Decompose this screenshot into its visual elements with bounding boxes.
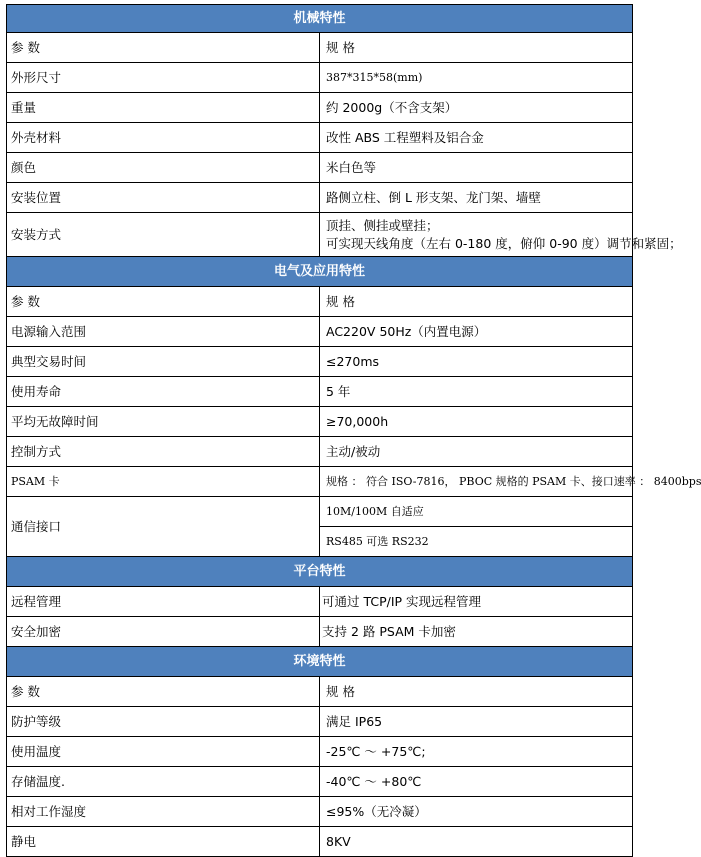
- spec-value: [320, 213, 682, 257]
- param-label: 相对工作湿度: [7, 797, 320, 827]
- table-row: [7, 467, 633, 497]
- table-row: [7, 123, 633, 153]
- param-label: 安装方式: [7, 213, 320, 257]
- section-row: [7, 647, 633, 677]
- section-title-mechanical: 机械特性: [7, 5, 633, 33]
- spec-value: -25℃ ～ +75℃;: [320, 737, 633, 767]
- param-header: 参 数: [7, 33, 320, 63]
- spec-value: ≤270ms: [320, 347, 633, 377]
- table-row: [7, 347, 633, 377]
- table-row: [7, 317, 633, 347]
- spec-value: AC220V 50Hz（内置电源）: [320, 317, 633, 347]
- spec-value: 米白色等: [320, 153, 633, 183]
- spec-value: 路侧立柱、倒 L 形支架、龙门架、墙壁: [320, 183, 633, 213]
- spec-value-text: 10M/100M 自适应: [326, 505, 424, 518]
- spec-value: 8KV: [320, 827, 633, 857]
- table-row: [7, 827, 633, 857]
- spec-value: 可通过 TCP/IP 实现远程管理: [320, 587, 633, 617]
- spec-value: [320, 467, 701, 497]
- section-title-environment: 环境特性: [7, 647, 633, 677]
- param-label: 存储温度.: [7, 767, 320, 797]
- spec-value: 满足 IP65: [320, 707, 633, 737]
- table-row: [7, 153, 633, 183]
- spec-value: 支持 2 路 PSAM 卡加密: [320, 617, 633, 647]
- param-label: 典型交易时间: [7, 347, 320, 377]
- spec-value-text: 规格 ： 符合 ISO-7816， PBOC 规格的 PSAM 卡、接口速率 ： 8400bps: [326, 475, 701, 488]
- spec-line: 顶挂、侧挂或壁挂；: [326, 217, 439, 233]
- table-row: [7, 797, 633, 827]
- param-label: 外形尺寸: [7, 63, 320, 93]
- param-label: 静电: [7, 827, 320, 857]
- param-label: 安全加密: [7, 617, 320, 647]
- spec-value-text: RS485 可选 RS232: [326, 535, 429, 548]
- spec-value: 5 年: [320, 377, 633, 407]
- spec-value: [320, 497, 633, 527]
- table-row: [7, 617, 633, 647]
- param-label: 外壳材料: [7, 123, 320, 153]
- param-label: 使用温度: [7, 737, 320, 767]
- param-header: 参 数: [7, 677, 320, 707]
- spec-value: [320, 63, 633, 93]
- param-label: 安装位置: [7, 183, 320, 213]
- param-label-text: PSAM 卡: [11, 475, 60, 488]
- table-row: [7, 213, 633, 257]
- table-row: [7, 377, 633, 407]
- table-row: [7, 497, 633, 527]
- section-row: [7, 257, 633, 287]
- spec-value: ≥70,000h: [320, 407, 633, 437]
- param-label: 重量: [7, 93, 320, 123]
- spec-header: 规 格: [320, 677, 633, 707]
- header-row: [7, 33, 633, 63]
- spec-value: -40℃ ～ +80℃: [320, 767, 633, 797]
- table-row: [7, 767, 633, 797]
- section-title-platform: 平台特性: [7, 557, 633, 587]
- table-row: [7, 93, 633, 123]
- param-label: 防护等级: [7, 707, 320, 737]
- spec-header: 规 格: [320, 287, 633, 317]
- section-row: [7, 5, 633, 33]
- table-row: [7, 587, 633, 617]
- table-row: [7, 707, 633, 737]
- spec-value: ≤95%（无冷凝）: [320, 797, 633, 827]
- spec-value: 改性 ABS 工程塑料及铝合金: [320, 123, 633, 153]
- spec-table: [6, 4, 701, 857]
- table-row: [7, 437, 633, 467]
- section-title-electrical: 电气及应用特性: [7, 257, 633, 287]
- header-row: [7, 287, 633, 317]
- table-row: [7, 63, 633, 93]
- table-row: [7, 407, 633, 437]
- param-label: 平均无故障时间: [7, 407, 320, 437]
- param-label: 远程管理: [7, 587, 320, 617]
- param-label: 控制方式: [7, 437, 320, 467]
- param-header: 参 数: [7, 287, 320, 317]
- section-row: [7, 557, 633, 587]
- param-label: 颜色: [7, 153, 320, 183]
- spec-header: 规 格: [320, 33, 633, 63]
- spec-value-text: 387*315*58(mm): [326, 71, 423, 84]
- table-row: [7, 737, 633, 767]
- spec-line: 可实现天线角度（左右 0-180 度，俯仰 0-90 度）调节和紧固；: [326, 235, 682, 251]
- param-label: 使用寿命: [7, 377, 320, 407]
- spec-value: 约 2000g（不含支架）: [320, 93, 633, 123]
- spec-value: [320, 527, 633, 557]
- header-row: [7, 677, 633, 707]
- param-label: 电源输入范围: [7, 317, 320, 347]
- param-label: [7, 467, 320, 497]
- spec-value: 主动/被动: [320, 437, 633, 467]
- param-label: 通信接口: [7, 497, 320, 557]
- table-row: [7, 183, 633, 213]
